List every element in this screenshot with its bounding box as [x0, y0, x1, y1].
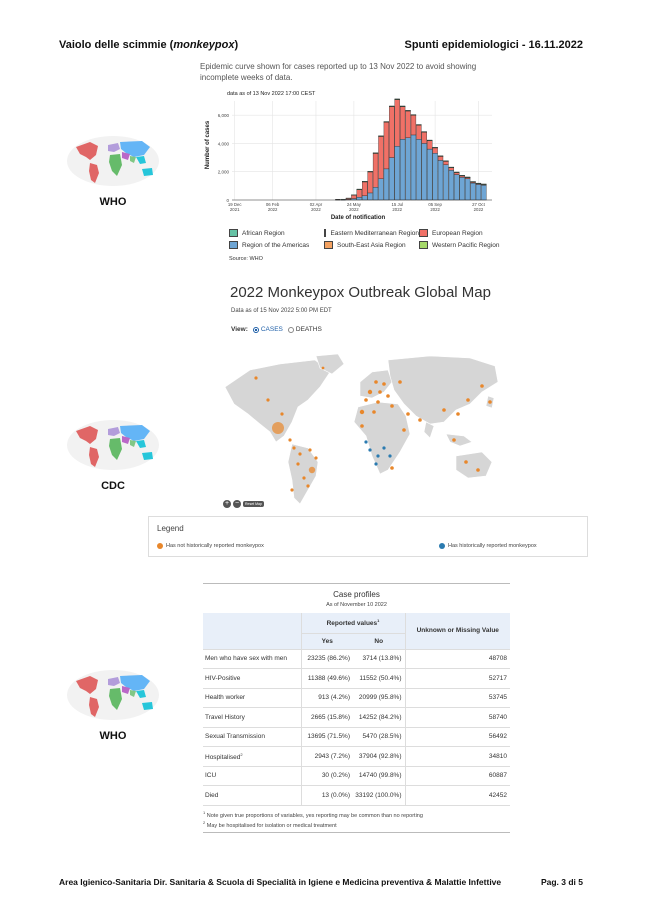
- bar-segment: [427, 149, 432, 200]
- bar-segment: [395, 100, 400, 147]
- reset-map-button[interactable]: Reset Map: [245, 502, 262, 506]
- bar-segment: [362, 181, 367, 182]
- table-row: [203, 688, 510, 708]
- document-subtitle-date: Spunti epidemiologici - 16.11.2022: [404, 39, 583, 51]
- row-unknown: 56492: [405, 727, 510, 747]
- row-yes: 11388 (49.6%): [301, 669, 353, 689]
- row-label: Travel History: [203, 708, 301, 728]
- bar-segment: [373, 187, 378, 200]
- chart-data-as-of: data as of 13 Nov 2022 17:00 CEST: [227, 91, 316, 97]
- bar-segment: [481, 184, 486, 185]
- row-yes: 23235 (86.2%): [301, 649, 353, 669]
- legend-item: [324, 241, 419, 249]
- row-no: 14740 (99.8%): [353, 766, 405, 786]
- bar-segment: [362, 182, 367, 196]
- row-unknown: 58740: [405, 708, 510, 728]
- bar-segment: [389, 158, 394, 200]
- map-legend-title: Legend: [157, 524, 184, 533]
- legend-not-historical-label: Has not historically reported monkeypox: [166, 543, 264, 549]
- row-no: 14252 (84.2%): [353, 708, 405, 728]
- bar-segment: [422, 132, 427, 143]
- y-tick-label: 0: [226, 198, 229, 203]
- row-label: ICU: [203, 766, 301, 786]
- legend-swatch: [229, 229, 238, 237]
- row-unknown: 53745: [405, 688, 510, 708]
- row-yes: 13695 (71.5%): [301, 727, 353, 747]
- bar-segment: [416, 124, 421, 125]
- legend-item: [419, 229, 509, 237]
- footer-page-number: Pag. 3 di 5: [540, 877, 583, 887]
- row-label: Men who have sex with men: [203, 649, 301, 669]
- bar-segment: [379, 179, 384, 200]
- source-label: WHO: [99, 730, 127, 742]
- legend-item: [419, 241, 509, 249]
- row-yes: 13 (0.0%): [301, 786, 353, 806]
- bar-segment: [406, 110, 411, 111]
- view-deaths-radio[interactable]: [288, 326, 322, 333]
- bar-segment: [389, 106, 394, 107]
- bar-segment: [454, 172, 459, 173]
- row-label: Sexual Transmission: [203, 727, 301, 747]
- x-tick-label: 27 Oct 2022: [472, 202, 485, 212]
- bar-segment: [465, 179, 470, 200]
- bar-segment: [373, 153, 378, 187]
- x-tick-label: 15 Jul 2022: [391, 202, 403, 212]
- bar-segment: [379, 136, 384, 137]
- row-no: 11552 (50.4%): [353, 669, 405, 689]
- view-cases-label: CASES: [260, 326, 283, 333]
- case-profiles-card: [203, 583, 510, 833]
- source-who-1: [64, 133, 162, 208]
- x-tick-label: 05 Sep 2022: [428, 202, 442, 212]
- orange-dot-icon: [157, 543, 163, 549]
- header-empty: [203, 613, 301, 649]
- header-yes: Yes: [301, 633, 353, 649]
- source-label: CDC: [101, 480, 125, 492]
- row-unknown: 34810: [405, 747, 510, 767]
- legend-item: [229, 241, 324, 249]
- bar-segment: [433, 147, 438, 148]
- world-map-logo-icon: [64, 133, 162, 188]
- map-data-as-of: Data as of 15 Nov 2022 5:00 PM EDT: [231, 308, 332, 314]
- bar-segment: [357, 189, 362, 197]
- row-label: Died: [203, 786, 301, 806]
- world-map-logo-icon: [64, 417, 162, 472]
- row-yes: 913 (4.2%): [301, 688, 353, 708]
- bar-segment: [460, 177, 465, 200]
- note-1: $^1$ Note given true proportions of variables, yes reporting may be common than no reporting: [203, 809, 423, 819]
- case-profiles-notes: [203, 809, 510, 834]
- x-tick-label: 06 Feb 2022: [265, 202, 280, 212]
- bar-segment: [433, 148, 438, 154]
- source-cdc: [64, 417, 162, 492]
- bar-segment: [400, 106, 405, 107]
- bar-segment: [351, 195, 356, 199]
- bar-segment: [422, 143, 427, 200]
- note-2: $^2$ May be hospitalised for isolation or medical treatment: [203, 820, 337, 830]
- epi-curve-legend: [229, 229, 509, 249]
- legend-swatch: [229, 241, 238, 249]
- bar-segment: [351, 195, 356, 196]
- header-unknown: Unknown or Missing Value: [405, 613, 510, 649]
- legend-label: European Region: [432, 229, 483, 237]
- bar-segment: [395, 99, 400, 100]
- bar-segment: [357, 197, 362, 200]
- table-row: [203, 649, 510, 669]
- bar-segment: [471, 181, 476, 182]
- map-view-toggle: [231, 326, 322, 333]
- y-tick-label: 6,000: [217, 113, 229, 119]
- bar-segment: [346, 198, 351, 199]
- x-tick-label: 02 Apr 2022: [309, 202, 323, 212]
- case-profiles-as-of: As of November 10 2022: [326, 602, 387, 608]
- bar-segment: [433, 153, 438, 200]
- legend-swatch: [419, 229, 428, 237]
- zoom-out-button[interactable]: −: [234, 500, 240, 507]
- legend-label: South-East Asia Region: [337, 241, 406, 249]
- bar-segment: [438, 156, 443, 160]
- blue-dot-icon: [439, 543, 445, 549]
- bar-segment: [481, 185, 486, 200]
- bar-segment: [444, 161, 449, 162]
- row-label: Health worker: [203, 688, 301, 708]
- source-who-2: [64, 667, 162, 742]
- bar-segment: [449, 167, 454, 168]
- bar-segment: [476, 184, 481, 200]
- bar-segment: [449, 170, 454, 200]
- legend-label: Western Pacific Region: [432, 241, 500, 249]
- bar-segment: [368, 172, 373, 193]
- world-map[interactable]: [220, 352, 502, 512]
- bar-segment: [444, 165, 449, 200]
- legend-historical: [439, 543, 537, 549]
- zoom-in-button[interactable]: +: [224, 500, 230, 507]
- bar-segment: [357, 189, 362, 190]
- table-row: [203, 727, 510, 747]
- bar-segment: [384, 169, 389, 200]
- legend-historical-label: Has historically reported monkeypox: [448, 543, 537, 549]
- epi-curve-svg: [200, 87, 500, 227]
- case-profiles-title: Case profiles: [333, 590, 380, 599]
- row-no: 37904 (92.8%): [353, 747, 405, 767]
- epi-curve-source: Source: WHO: [229, 256, 263, 262]
- bar-segment: [406, 111, 411, 138]
- view-deaths-label: DEATHS: [295, 326, 322, 333]
- legend-label: African Region: [242, 229, 285, 237]
- bar-segment: [422, 132, 427, 133]
- legend-label: Eastern Mediterranean Region: [330, 229, 419, 237]
- bar-segment: [438, 160, 443, 200]
- row-unknown: 48708: [405, 649, 510, 669]
- bar-segment: [438, 156, 443, 157]
- case-profiles-table: [203, 613, 510, 806]
- row-no: 20999 (95.8%): [353, 688, 405, 708]
- row-label: Hospitalised$^2$: [203, 747, 301, 767]
- row-unknown: 60887: [405, 766, 510, 786]
- bar-segment: [427, 140, 432, 141]
- y-tick-label: 2,000: [217, 169, 229, 175]
- table-row: [203, 766, 510, 786]
- row-no: 33192 (100.0%): [353, 786, 405, 806]
- bar-segment: [411, 135, 416, 200]
- bar-segment: [400, 107, 405, 140]
- bar-segment: [454, 175, 459, 200]
- bar-segment: [411, 115, 416, 116]
- table-row: [203, 747, 510, 767]
- bar-segment: [416, 139, 421, 200]
- map-legend: [148, 516, 588, 557]
- bar-segment: [389, 107, 394, 158]
- x-tick-label: 19 Dec 2021: [227, 202, 242, 212]
- table-row: [203, 708, 510, 728]
- legend-swatch: [419, 241, 428, 249]
- radio-selected-icon: [253, 327, 259, 333]
- bar-segment: [379, 136, 384, 178]
- header-reported-values: Reported values$^1$: [301, 613, 405, 633]
- epi-curve-note: Epidemic curve shown for cases reported up to 13 Nov 2022 to avoid showing incomplete weeks of data.: [200, 62, 477, 82]
- row-unknown: 52717: [405, 669, 510, 689]
- legend-not-historical: [157, 543, 264, 549]
- radio-empty-icon: [288, 327, 294, 333]
- bar-segment: [416, 125, 421, 139]
- bar-segment: [384, 122, 389, 123]
- row-yes: 2943 (7.2%): [301, 747, 353, 767]
- footer-institution: Area Igienico-Sanitaria Dir. Sanitaria & Scuola di Specialità in Igiene e Medicina preventiva & Malattie Infettive: [59, 877, 502, 887]
- bar-segment: [411, 115, 416, 135]
- table-row: [203, 669, 510, 689]
- table-row: [203, 786, 510, 806]
- bar-segment: [465, 177, 470, 178]
- legend-label: Region of the Americas: [242, 241, 310, 249]
- bar-segment: [384, 122, 389, 169]
- bar-segment: [395, 146, 400, 200]
- row-unknown: 42452: [405, 786, 510, 806]
- chart-y-axis-label: Number of cases: [205, 120, 211, 170]
- world-landmass: [225, 354, 498, 504]
- x-tick-label: 24 May 2022: [346, 202, 361, 212]
- world-map-logo-icon: [64, 667, 162, 722]
- bar-segment: [471, 183, 476, 200]
- view-label: View:: [231, 326, 248, 333]
- bar-segment: [373, 153, 378, 154]
- bar-segment: [427, 141, 432, 149]
- row-label: HIV-Positive: [203, 669, 301, 689]
- legend-swatch: [324, 241, 333, 249]
- map-zoom-controls: [223, 500, 264, 508]
- bar-segment: [341, 199, 346, 200]
- bar-segment: [476, 183, 481, 184]
- bar-segment: [406, 138, 411, 200]
- bar-segment: [368, 193, 373, 200]
- row-yes: 2665 (15.8%): [301, 708, 353, 728]
- view-cases-radio[interactable]: [253, 326, 283, 333]
- bar-segment: [460, 175, 465, 176]
- source-label: WHO: [99, 196, 127, 208]
- bar-segment: [368, 171, 373, 172]
- document-title: Vaiolo delle scimmie (monkeypox): [59, 39, 239, 51]
- map-title: 2022 Monkeypox Outbreak Global Map: [230, 284, 491, 301]
- legend-swatch: [324, 229, 326, 237]
- marker-usa[interactable]: [272, 422, 284, 434]
- legend-item: [324, 229, 419, 237]
- row-yes: 30 (0.2%): [301, 766, 353, 786]
- y-tick-label: 4,000: [217, 141, 229, 147]
- chart-x-axis-label: Date of notification: [330, 215, 386, 221]
- header-no: No: [353, 633, 405, 649]
- row-no: 5470 (28.5%): [353, 727, 405, 747]
- row-no: 3714 (13.8%): [353, 649, 405, 669]
- bar-segment: [362, 196, 367, 200]
- epi-curve-chart: [200, 87, 500, 232]
- legend-item: [229, 229, 324, 237]
- bar-segment: [400, 139, 405, 200]
